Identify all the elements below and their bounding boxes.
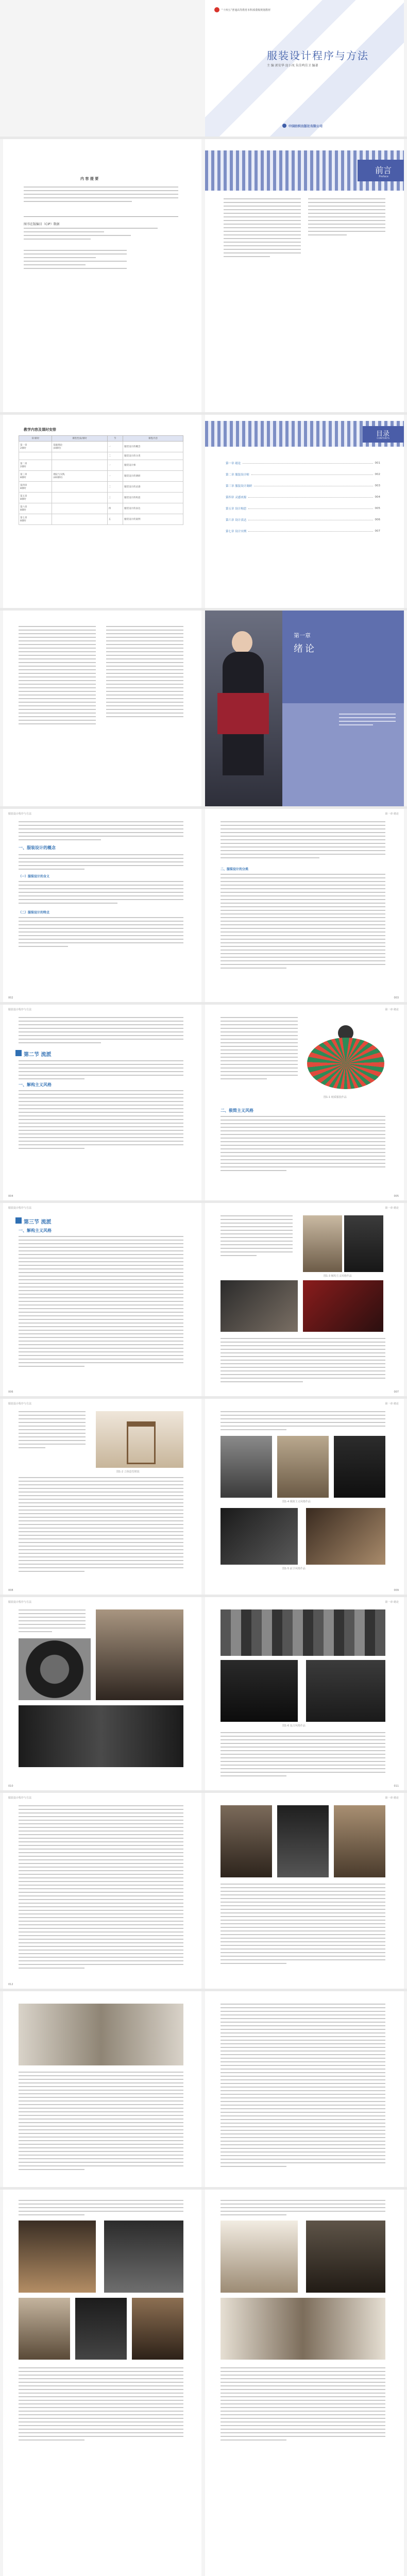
schedule-cell: 第四章 8课时: [19, 482, 52, 493]
cover-badge: “十四五”普通高等教育本科部委级规划教材: [222, 9, 271, 12]
caption: 图1-4 极简主义风格作品: [282, 1500, 311, 1503]
schedule-cell: 基础理论 (4课时): [52, 442, 107, 452]
toc-entry-page: 001: [375, 462, 380, 465]
cover-publisher: 中国纺织出版社有限公司: [289, 125, 323, 128]
schedule-cell: 第二章 2课时: [19, 460, 52, 471]
caption: 图1-3 解构主义风格作品: [324, 1275, 352, 1278]
sub-heading-3: 一、解构主义风格: [19, 1082, 52, 1087]
running-head-right: 第一章 绪论: [385, 1008, 399, 1011]
page-014: [3, 1991, 201, 2187]
photo-2: [344, 1215, 383, 1272]
toc-entry[interactable]: [226, 495, 380, 499]
toc-entry-label: 第七章 设计实例: [226, 530, 247, 533]
page-number: 005: [394, 1195, 399, 1198]
photo-10: [19, 1638, 91, 1700]
page-008-text-b: [19, 1477, 183, 1574]
schedule-cell: 第一章 2课时: [19, 442, 52, 452]
schedule-cell: [52, 452, 107, 460]
photo-4: [303, 1280, 383, 1332]
page-016: [3, 2190, 201, 2576]
running-head-left: 服装设计程序与方法: [8, 1207, 32, 1210]
toc-entry-label: 第一章 绪论: [226, 462, 241, 465]
toc-entry[interactable]: [226, 518, 380, 522]
toc-leader: [251, 474, 373, 475]
page-number: 007: [394, 1391, 399, 1394]
schedule-cell: 理论与实践 (40课时): [52, 471, 107, 482]
chapter-opener-spread: [0, 611, 407, 806]
photo-12: [19, 1705, 183, 1767]
running-head-right: 第一章 绪论: [385, 1402, 399, 1405]
page-number: 011: [394, 1785, 399, 1788]
schedule-row: [19, 493, 183, 503]
page-007: [205, 1203, 404, 1396]
running-head-left: 服装设计程序与方法: [8, 1402, 32, 1405]
schedule-cell: [19, 452, 52, 460]
running-head-left: 服装设计程序与方法: [8, 812, 32, 816]
page-015: [205, 1991, 404, 2187]
preface-col1: [224, 198, 301, 260]
page-009: [205, 1399, 404, 1595]
schedule-cell: 服装设计的调研: [123, 471, 183, 482]
schedule-header-cell: 节: [107, 436, 123, 442]
text-spread-7: [0, 1991, 407, 2187]
schedule-cell: [52, 482, 107, 493]
page-010: [3, 1597, 201, 1790]
running-head-left: 服装设计程序与方法: [8, 1008, 32, 1011]
chapter-label: 第一章: [294, 632, 311, 639]
toc-entry-page: 007: [375, 530, 380, 533]
caption: 图1-2 立体造型裙装: [116, 1470, 140, 1473]
chair-photo: [96, 1411, 183, 1468]
toc-entry-label: 第二章 服装设计师: [226, 473, 249, 477]
paper-skirt: [307, 1038, 384, 1089]
schedule-cell: [52, 514, 107, 525]
running-head-right: 第一章 绪论: [385, 812, 399, 816]
page-009-text-a: [221, 1411, 385, 1433]
photo-23: [75, 2298, 127, 2360]
photo-1: [303, 1215, 342, 1272]
cover-title: 服装设计程序与方法: [267, 49, 369, 62]
schedule-row: [19, 460, 183, 471]
photo-3: [221, 1280, 298, 1332]
text-spread-5: [0, 1597, 407, 1790]
page-004-text-b: [19, 1060, 183, 1082]
page-007-text-a: [221, 1215, 293, 1259]
toc-entry-page: 003: [375, 484, 380, 487]
page-017-text-a: [221, 2200, 385, 2218]
page-015-text: [221, 2004, 385, 2170]
photo-22: [19, 2298, 70, 2360]
page-011: [205, 1597, 404, 1790]
running-head-right: 第一章 绪论: [385, 1601, 399, 1604]
chapter-opener-page: [205, 611, 404, 806]
text-spread-8: [0, 2190, 407, 2576]
schedule-cell: 服装设计的概念: [123, 442, 183, 452]
sub-heading-2: 二、服装设计的分类: [221, 868, 249, 871]
toc-leader: [248, 497, 372, 498]
schedule-cell: 二: [107, 452, 123, 460]
schedule-cell: 服装设计的分类: [123, 452, 183, 460]
page-013: [205, 1793, 404, 1989]
schedule-cell: [52, 503, 107, 514]
toc-sub: CONTENTS: [377, 437, 389, 440]
sub-heading-4: 二、极简主义风格: [221, 1108, 253, 1113]
schedule-row: [19, 503, 183, 514]
page-017-text-b: [221, 2367, 385, 2443]
cip-title: 图书在版编目（CIP）数据: [24, 223, 60, 226]
cover-authors: 主 编 郭安华 庞小凤 朱佳鸣佳卫 编著: [267, 64, 318, 67]
chapter-opener-photo: [205, 611, 282, 806]
schedule-row: [19, 514, 183, 525]
caption: 图1-5 前卫风格作品: [282, 1567, 306, 1570]
chair-frame: [127, 1421, 156, 1464]
page-006-text-a: [19, 1236, 183, 1369]
cip-text: [24, 228, 158, 242]
schedule-cell: 服装设计的表达: [123, 503, 183, 514]
page-number: 008: [8, 1589, 13, 1592]
toc-title: 目录: [376, 430, 389, 438]
schedule-cell: 服装设计师: [123, 460, 183, 471]
photo-18: [334, 1805, 385, 1877]
text-spread-2: [0, 1005, 407, 1200]
section-heading-3: 第三节 流派: [24, 1219, 52, 1225]
toc-leader: [248, 531, 372, 532]
toc-entry-page: 004: [375, 496, 380, 499]
schedule-header-cell: 课程性质/课时: [52, 436, 107, 442]
toc-entry-label: 第六章 设计表达: [226, 519, 247, 522]
page-number: 009: [394, 1589, 399, 1592]
page-005: [205, 1005, 404, 1200]
seal-icon: [214, 7, 219, 12]
preface-sub: Preface: [379, 175, 388, 178]
page-number: 006: [8, 1391, 13, 1394]
section-marker-icon: [15, 1217, 22, 1224]
schedule-cell: [52, 460, 107, 471]
page-017: [205, 2190, 404, 2576]
photo-17: [277, 1805, 329, 1877]
cover-spread: [0, 0, 407, 137]
photo-8: [221, 1508, 298, 1565]
cover-page: [205, 0, 404, 137]
schedule-cell: 服装设计的构思: [123, 493, 183, 503]
page-013-text: [221, 1884, 385, 1967]
photo-6: [277, 1436, 329, 1498]
page-008-text-a: [19, 1411, 86, 1451]
toc-entry[interactable]: [226, 484, 380, 488]
photo-21: [104, 2221, 183, 2293]
toc-entry-label: 第三章 服装设计调研: [226, 485, 252, 488]
schedule-cell: 一: [107, 471, 123, 482]
toc-entry-label: 第四章 灵感来源: [226, 496, 247, 499]
page-012: [3, 1793, 201, 1989]
page-010-text-a: [19, 1609, 86, 1635]
toc-entry-page: 002: [375, 473, 380, 476]
sub-heading-3b: 一、解构主义风格: [19, 1228, 52, 1233]
page-002-text-c: [19, 881, 183, 906]
page-number: 003: [394, 996, 399, 999]
toc-entry[interactable]: [226, 472, 380, 477]
toc-cont-col2: [106, 626, 183, 720]
schedule-cell: 二: [107, 482, 123, 493]
blurb-page: [3, 139, 201, 412]
publisher-logo-icon: [282, 124, 286, 128]
page-004-text-c: [19, 1090, 183, 1151]
toc-spread: [0, 415, 407, 608]
paper-dress-photo: [307, 1025, 384, 1092]
photo-9: [306, 1508, 385, 1565]
sub-heading-1: 一、服装设计的概念: [19, 845, 56, 850]
schedule-cell: 服装设计的案例: [123, 514, 183, 525]
photo-13: [221, 1609, 385, 1656]
toc-entry[interactable]: [226, 506, 380, 511]
running-head-right: 第一章 绪论: [385, 1797, 399, 1800]
photo-24: [132, 2298, 183, 2360]
page-002: [3, 809, 201, 1002]
preface-title: 前言: [375, 165, 392, 175]
page-016-text-a: [19, 2200, 183, 2218]
toc-cont-page: [3, 611, 201, 806]
page-014-text: [19, 2072, 183, 2173]
toc-leader: [243, 463, 372, 464]
page-number: 002: [8, 996, 13, 999]
page-004-text-a: [19, 1017, 183, 1046]
schedule-cell: 第五章 8课时: [19, 493, 52, 503]
page-number: 004: [8, 1195, 13, 1198]
toc-entry-page: 006: [375, 518, 380, 521]
sub-heading-5: （一）服装设计的含义: [19, 875, 50, 878]
photo-20: [19, 2221, 96, 2293]
photo-15: [306, 1660, 385, 1722]
page-012-text: [19, 1805, 183, 1971]
schedule-cell: 一: [107, 460, 123, 471]
preface-col2: [308, 198, 385, 238]
blurb-text: [24, 187, 178, 205]
section-heading-2: 第二节 流派: [24, 1052, 52, 1058]
chapter-intro: [339, 714, 396, 728]
photo-25: [221, 2221, 298, 2293]
caption: 图1-1 纸质服装作品: [324, 1096, 347, 1099]
running-head-right: 第一章 绪论: [385, 1207, 399, 1210]
page-005-text-a: [221, 1017, 298, 1082]
schedule-cell: 第三章 8课时: [19, 471, 52, 482]
preface-page: [205, 139, 404, 412]
schedule-header-row: [19, 436, 183, 442]
schedule-row: [19, 471, 183, 482]
page-006: [3, 1203, 201, 1396]
photo-5: [221, 1436, 272, 1498]
schedule-table: [19, 435, 183, 525]
page-005-text-b: [221, 1116, 385, 1174]
schedule-header-cell: 章/课时: [19, 436, 52, 442]
toc-entry-label: 第五章 设计构思: [226, 507, 247, 511]
schedule-cell: [52, 493, 107, 503]
caption: 图1-6 复古风格作品: [282, 1724, 306, 1727]
schedule-title: 教学内容及课时安排: [24, 428, 56, 432]
running-head-left: 服装设计程序与方法: [8, 1601, 32, 1604]
blurb-title: 内 容 提 要: [80, 177, 99, 181]
page-011-text: [221, 1732, 385, 1779]
photo-27: [221, 2298, 385, 2360]
chapter-title: 绪论: [294, 643, 316, 654]
page-003-text-b: [221, 874, 385, 971]
page-002-text-a: [19, 821, 183, 843]
preface-spread: [0, 139, 407, 412]
page-002-text-b: [19, 854, 183, 872]
text-spread-3: [0, 1203, 407, 1396]
page-003: [205, 809, 404, 1002]
text-spread-6: [0, 1793, 407, 1989]
photo-19: [19, 2004, 183, 2065]
model-face: [232, 631, 252, 654]
photo-11: [96, 1609, 183, 1700]
section-marker-icon: [15, 1050, 22, 1056]
schedule-row: [19, 442, 183, 452]
text-spread-4: [0, 1399, 407, 1595]
toc-entry[interactable]: [226, 529, 380, 533]
page-007-text-b: [221, 1338, 385, 1385]
schedule-cell: 三: [107, 493, 123, 503]
sub-heading-6: （二）服装设计的特点: [19, 911, 50, 914]
page-number: 010: [8, 1785, 13, 1788]
schedule-cell: 服装设计的灵感: [123, 482, 183, 493]
photo-26: [306, 2221, 385, 2293]
page-number: 012: [8, 1983, 13, 1986]
schedule-cell: 五: [107, 514, 123, 525]
page-016-text-b: [19, 2367, 183, 2443]
schedule-cell: 第六章 8课时: [19, 503, 52, 514]
schedule-cell: 第七章 8课时: [19, 514, 52, 525]
toc-entry-page: 005: [375, 507, 380, 510]
schedule-row: [19, 452, 183, 460]
model-wrap: [217, 693, 269, 734]
page-002-text-d: [19, 917, 183, 950]
photo-7: [334, 1436, 385, 1498]
toc-list: [226, 461, 380, 540]
toc-page: [205, 415, 404, 608]
schedule-header-cell: 课程内容: [123, 436, 183, 442]
schedule-cell: 一: [107, 442, 123, 452]
page-008: [3, 1399, 201, 1595]
divider: [24, 216, 178, 217]
schedule-cell: 四: [107, 503, 123, 514]
toc-entry[interactable]: [226, 461, 380, 465]
photo-16: [221, 1805, 272, 1877]
cover-pattern: [205, 0, 404, 137]
text-spread-1: [0, 809, 407, 1002]
photo-14: [221, 1660, 298, 1722]
schedule-page: [3, 415, 201, 608]
running-head-left: 服装设计程序与方法: [8, 1797, 32, 1800]
toc-cont-col1: [19, 626, 96, 727]
copyright-text: [24, 250, 127, 272]
schedule-row: [19, 482, 183, 493]
page-004: [3, 1005, 201, 1200]
page-003-text-a: [221, 821, 385, 861]
